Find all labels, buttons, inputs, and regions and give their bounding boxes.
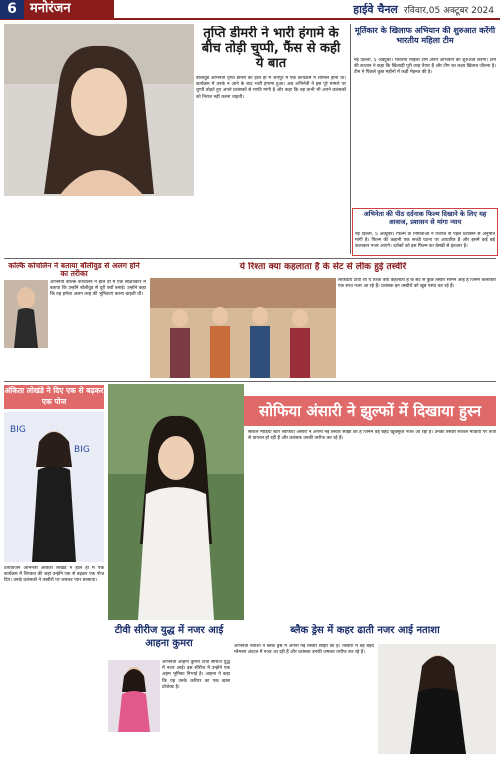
story4-headline: कल्कि कोचलिन ने बताया बॉलीवुड से अलग होने का तरीका [8,262,140,278]
section-divider [4,258,496,259]
story8-headline: टीवी सीरीज युद्ध में नजर आई आहना कुमरा [114,625,224,649]
kalki-photo [4,280,48,348]
story8-body: अभिनेत्री आहना कुमरा टीवी सीरीज युद्ध में नजर आईं। इस सीरीज में उन्होंने एक अहम भूमिका निभाई है। आहना ने कहा कि यह उनके करियर का एक खास प्रोजेक्ट है। [162,660,230,690]
column-divider [350,24,351,254]
aahana-photo [108,660,160,732]
section-divider-2 [4,381,496,382]
story4-body: अभिनेत्री कल्कि कोचलिन ने हाल ही में एक साक्षात्कार में बताया कि उन्होंने बॉलीवुड से दूरी क्यों बनाई। उन्होंने कहा कि वह हमेशा अलग तरह की भूमिकाएं करना चाहती थीं। [50,280,146,298]
story2-headline: मूर्तिकार के खिलाफ अभियान की शुरुआत करेंगी भारतीय महिला टीम [354,26,496,45]
story7-headline: सोफिया अंसारी ने झुल्फों में दिखाया हुस्न [244,396,496,426]
natasha-photo [378,644,496,754]
story3-headline: अभिनेता की पीठ दर्दनाक फिल्म दिखाने के लिए यह आवाज, प्रशासन से मांगा न्याय [363,210,487,226]
page-number: 6 [0,0,24,19]
page-header [0,0,500,20]
svg-text:BIG: BIG [74,445,90,455]
yeh-rishta-photo [150,278,336,378]
story1-body: बॉलीवुड अभिनेत्री तृप्ति डीमरी को हाल ही में जयपुर में एक कार्यक्रम में शामिल होना था। कार्यक्रम में उनके न आने के बाद भारी हंगामा हुआ। अब अभिनेत्री ने इस पूरे मामले पर चुप्पी तोड़ते हुए अपने प्रशंसकों से माफी मांगी है और कहा कि वह कभी भी अपने प्रशंसकों को निराश नहीं करना चाहती। [196,76,346,100]
story9-body: अभिनेत्री नताशा ने ब्लैक ड्रेस में अपनी नई तस्वीरें साझा की हैं। तस्वीरों में वह बेहद ग्लैमरस अंदाज में नजर आ रही हैं और प्रशंसक उनकी जमकर तारीफ कर रहे हैं। [234,644,374,656]
story7-body: सोशल मीडिया स्टार सोफिया अंसारी ने अपनी नई तस्वीरें साझा की हैं जिनमें वह बेहद खूबसूरत नजर आ रही हैं। उनकी तस्वीरें सोशल मीडिया पर तेजी से वायरल हो रही हैं और प्रशंसक उनकी तारीफ कर रहे हैं। [248,430,496,442]
story6-body: टेलीविजन अभिनेत्री अंकिता लोखंडे ने हाल ही में एक कार्यक्रम में शिरकत की जहां उन्होंने एक से बढ़कर एक पोज दिए। उनके प्रशंसकों ने तस्वीरों पर जमकर प्यार बरसाया। [4,566,104,584]
brand-name: हाईवे चैनल [353,2,398,16]
story3-body: नई दिल्ली, 5 अक्टूबर। फिल्म के निर्माताओं ने रिलीज से पहले प्रशासन से अनुमति मांगी है। फिल्म की कहानी एक सच्ची घटना पर आधारित है और इसमें कई बड़े कलाकार नजर आएंगे। दर्शकों को इस फिल्म का बेसब्री से इंतजार है। [355,232,495,250]
story5-headline: ये रिश्ता क्या कहलाता है के सेट से लीक हुई तस्वीरें [239,262,407,272]
story1-headline: तृप्ति डीमरी ने भारी हंगामे के बीच तोड़ी चुप्पी, फैंस से कही ये बात [201,26,341,70]
story9-headline: ब्लैक ड्रेस में कहर ढाती नजर आई नताशा [290,625,440,636]
tripti-photo [4,24,194,196]
sofia-photo [108,384,244,620]
issue-date: रविवार,05 अक्टूबर 2024 [403,5,494,16]
story6-headline: अंकिता लोखंडे ने दिए एक से बढ़कर एक पोज [4,385,104,409]
story2-body: नई दिल्ली, 5 अक्टूबर। भारतीय महिला टीम अपने अभियान की शुरुआत करेगी। टीम की कप्तान ने कहा कि खिलाड़ी पूरी तरह तैयार हैं और टीम का लक्ष्य खिताब जीतना है। टीम ने पिछले कुछ महीनों में कड़ी मेहनत की है। [354,58,496,76]
story5-body: लोकप्रिय टीवी शो ये रिश्ता क्या कहलाता है के सेट से कुछ तस्वीरें सामने आई हैं जिनमें कलाकार एक साथ नजर आ रहे हैं। प्रशंसक इन तस्वीरों को खूब पसंद कर रहे हैं। [338,278,496,290]
section-name: मनोरंजन [24,0,114,19]
header-info [353,2,500,17]
ankita-photo [4,412,104,562]
svg-text:BIG: BIG [10,425,26,435]
